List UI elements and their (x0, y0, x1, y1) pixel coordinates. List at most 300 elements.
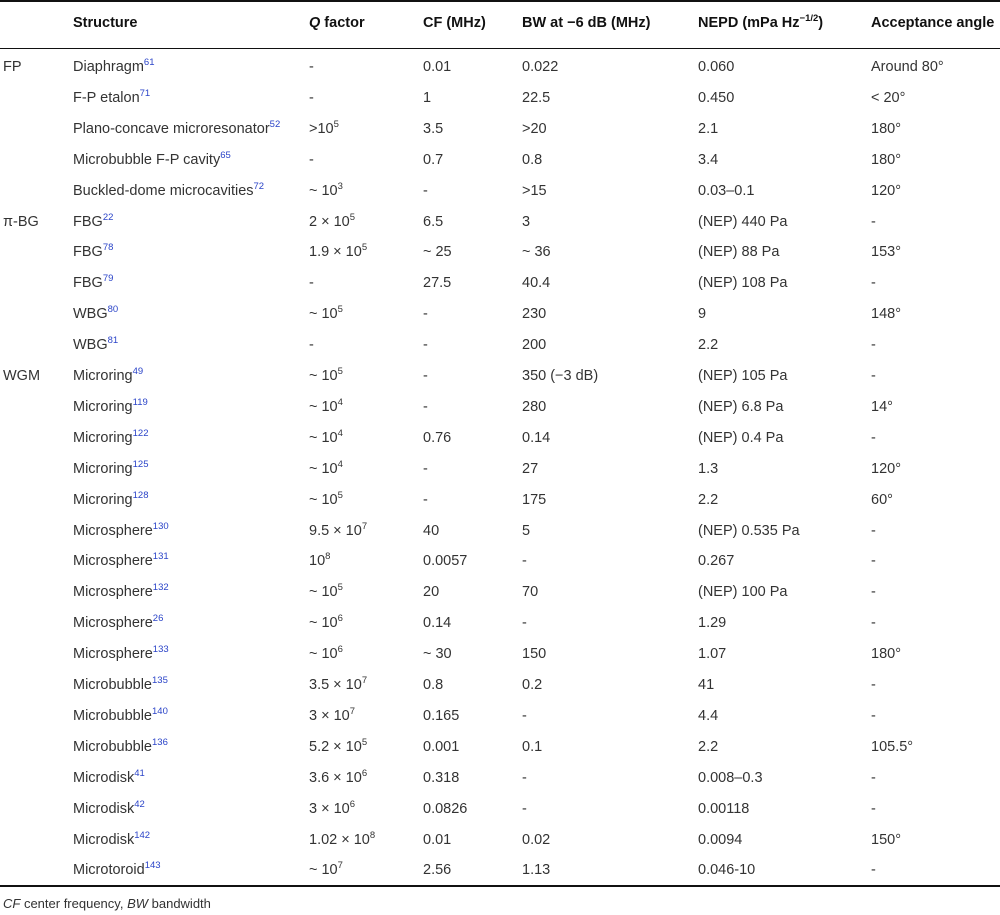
nepd-cell: 4.4 (698, 707, 719, 724)
bw-cell: 0.8 (522, 151, 543, 168)
header-nepd-exponent: −1/2 (799, 13, 819, 25)
structure-cell (73, 829, 151, 848)
structure-cell (73, 677, 168, 693)
structure-cell (73, 306, 118, 322)
q-factor-base: 3 × 10 (309, 800, 350, 817)
header-q-suffix: factor (320, 15, 365, 31)
q-factor-cell (309, 306, 343, 322)
table-row (0, 515, 1000, 546)
acceptance-angle-cell: 180° (871, 151, 901, 168)
cf-cell: 0.165 (423, 707, 460, 724)
structure-name: Microbubble (73, 738, 152, 755)
q-factor-base: - (309, 59, 314, 75)
structure-cell (73, 368, 143, 384)
bw-cell: 280 (522, 398, 547, 415)
q-factor-base: 5.2 × 10 (309, 738, 362, 755)
nepd-cell: 0.0094 (698, 831, 743, 848)
reference-link[interactable]: 125 (132, 458, 149, 470)
nepd-cell: 0.03–0.1 (698, 182, 755, 199)
structure-name: Microbubble (73, 677, 152, 693)
cf-cell: 0.14 (423, 615, 452, 632)
q-factor-exponent: 8 (369, 829, 376, 841)
cf-cell: - (423, 306, 428, 323)
q-factor-base: >10 (309, 120, 334, 137)
structure-name: Microsphere (73, 584, 153, 601)
bw-cell: 1.13 (522, 862, 551, 879)
q-factor-base: ~ 10 (309, 182, 338, 199)
reference-link[interactable]: 140 (152, 706, 168, 718)
group-label: FP (3, 59, 22, 75)
q-factor-exponent: 6 (349, 798, 356, 810)
q-factor-cell (309, 399, 343, 415)
cf-cell: ~ 30 (423, 646, 452, 663)
table-row (0, 607, 1000, 638)
bw-cell: 0.2 (522, 677, 543, 693)
q-factor-cell (309, 646, 343, 662)
q-factor-base: 3 × 10 (309, 707, 350, 724)
nepd-cell: 0.008–0.3 (698, 769, 763, 786)
structure-cell (73, 520, 169, 539)
acceptance-angle-cell: - (871, 769, 876, 786)
q-factor-cell (309, 458, 343, 477)
table-row (0, 236, 1000, 267)
table-row (0, 762, 1000, 793)
cf-cell: 0.0057 (423, 553, 468, 570)
reference-link[interactable]: 26 (152, 613, 164, 625)
structure-cell (73, 427, 149, 446)
acceptance-angle-cell: 120° (871, 460, 901, 477)
bw-cell: 230 (522, 306, 547, 323)
nepd-cell: 3.4 (698, 151, 719, 168)
reference-link[interactable]: 143 (144, 860, 161, 872)
table-row (0, 793, 1000, 824)
structure-cell (73, 118, 281, 137)
structure-name: Microring (73, 491, 133, 508)
structure-cell (73, 553, 169, 569)
bw-cell: - (522, 615, 527, 632)
nepd-cell: 41 (698, 677, 715, 693)
table-row (0, 329, 1000, 360)
q-factor-base: ~ 10 (309, 584, 338, 601)
acceptance-angle-cell: < 20° (871, 89, 906, 106)
bw-cell: 5 (522, 522, 531, 539)
q-factor-cell (309, 520, 368, 539)
table-row (0, 391, 1000, 422)
q-factor-exponent: 4 (337, 397, 343, 409)
q-factor-base: 10 (309, 553, 326, 570)
nepd-cell: 2.2 (698, 491, 719, 508)
acceptance-angle-cell: - (871, 553, 876, 570)
nepd-cell: 1.07 (698, 646, 727, 663)
q-factor-cell (309, 368, 343, 384)
reference-link[interactable]: 131 (152, 551, 169, 563)
footnote-bw-abbr: BW (127, 896, 149, 911)
structure-name: WBG (73, 337, 108, 354)
reference-link[interactable]: 71 (139, 88, 151, 100)
bw-cell: - (522, 707, 527, 724)
acceptance-angle-cell: 105.5° (871, 738, 914, 755)
bw-cell: - (522, 769, 527, 786)
bw-cell: 175 (522, 491, 547, 508)
reference-link[interactable]: 42 (134, 798, 145, 810)
q-factor-cell (309, 829, 376, 848)
q-factor-cell (309, 736, 368, 755)
q-factor-base: ~ 10 (309, 491, 338, 508)
bw-cell: ~ 36 (522, 244, 551, 261)
q-factor-cell (309, 862, 343, 878)
cf-cell: 0.001 (423, 738, 460, 755)
q-factor-exponent: 7 (337, 860, 343, 872)
header-q-factor (309, 15, 365, 31)
q-factor-exponent: 8 (325, 551, 331, 563)
q-factor-base: 9.5 × 10 (309, 522, 362, 539)
reference-link[interactable]: 133 (152, 644, 169, 656)
nepd-cell: 9 (698, 306, 707, 323)
structure-cell (73, 211, 114, 230)
acceptance-angle-cell: 14° (871, 398, 893, 415)
cf-cell: 0.7 (423, 151, 444, 168)
table-row (0, 484, 1000, 515)
q-factor-base: ~ 10 (309, 460, 338, 477)
structure-name: FBG (73, 244, 103, 261)
reference-link[interactable]: 79 (102, 273, 114, 285)
structure-name: Microring (73, 398, 133, 415)
q-factor-base: ~ 10 (309, 646, 338, 663)
structure-name: Plano-concave microresonator (73, 120, 270, 137)
acceptance-angle-cell: Around 80° (871, 59, 944, 75)
table-row (0, 51, 1000, 82)
acceptance-angle-cell: 150° (871, 831, 901, 848)
table-row (0, 82, 1000, 113)
nepd-cell: (NEP) 100 Pa (698, 584, 788, 601)
bw-cell: 70 (522, 584, 539, 601)
cf-cell: 0.76 (423, 429, 452, 446)
structure-name: Microring (73, 368, 133, 384)
structure-name: Buckled-dome microcavities (73, 182, 254, 199)
q-factor-exponent: 5 (337, 582, 343, 594)
header-structure: Structure (73, 15, 138, 31)
nepd-cell: (NEP) 6.8 Pa (698, 398, 784, 415)
structure-cell (73, 399, 148, 415)
nepd-cell: 1.29 (698, 615, 727, 632)
acceptance-angle-cell: - (871, 337, 876, 354)
table-row (0, 360, 1000, 391)
structure-name: FBG (73, 275, 103, 292)
reference-link[interactable]: 142 (134, 829, 151, 841)
bw-cell: - (522, 553, 527, 570)
acceptance-angle-cell: - (871, 429, 876, 446)
table-row (0, 267, 1000, 298)
reference-link[interactable]: 122 (132, 427, 149, 439)
structure-cell (73, 244, 113, 260)
q-factor-exponent: 5 (361, 242, 368, 254)
reference-link[interactable]: 81 (107, 335, 119, 347)
q-factor-exponent: 6 (337, 644, 343, 656)
header-nepd-close: ) (818, 15, 824, 31)
acceptance-angle-cell: - (871, 615, 876, 632)
header-cf: CF (MHz) (423, 15, 486, 31)
q-factor-cell (309, 584, 343, 600)
cf-cell: 20 (423, 584, 440, 601)
cf-cell: 27.5 (423, 275, 452, 292)
acceptance-angle-cell: - (871, 368, 876, 384)
nepd-cell: (NEP) 0.535 Pa (698, 522, 800, 539)
q-factor-cell (309, 337, 314, 353)
table-row (0, 854, 1000, 885)
structure-cell (73, 180, 265, 199)
structure-name: Microbubble (73, 707, 152, 724)
reference-link[interactable]: 41 (134, 767, 145, 779)
acceptance-angle-cell: 180° (871, 120, 901, 137)
table-row (0, 298, 1000, 329)
q-factor-cell (309, 553, 330, 569)
reference-link[interactable]: 52 (269, 118, 281, 130)
reference-link[interactable]: 130 (152, 520, 169, 532)
bw-cell: 0.1 (522, 738, 543, 755)
table-row (0, 824, 1000, 855)
structure-name: Microsphere (73, 522, 153, 539)
structure-name: Microbubble F-P cavity (73, 151, 221, 168)
structure-cell (73, 798, 145, 817)
structure-cell (73, 489, 149, 508)
table-row (0, 638, 1000, 669)
q-factor-cell (309, 677, 367, 693)
header-nepd-base: NEPD (mPa Hz (698, 15, 800, 31)
q-factor-cell (309, 90, 314, 106)
reference-link[interactable]: 135 (152, 675, 168, 687)
cf-cell: 0.8 (423, 677, 444, 693)
cf-cell: 0.0826 (423, 800, 468, 817)
reference-link[interactable]: 132 (152, 582, 169, 594)
q-factor-base: 3.6 × 10 (309, 769, 362, 786)
bw-cell: 350 (−3 dB) (522, 368, 599, 384)
structure-name: Microdisk (73, 800, 135, 817)
q-factor-cell (309, 59, 314, 75)
structure-cell (73, 458, 149, 477)
bw-cell: 3 (522, 213, 531, 230)
table-row (0, 453, 1000, 484)
structure-name: Microsphere (73, 646, 153, 663)
reference-link[interactable]: 80 (107, 304, 119, 316)
bw-cell: 200 (522, 337, 547, 354)
acceptance-angle-cell: - (871, 275, 876, 292)
reference-link[interactable]: 22 (102, 211, 114, 223)
structure-cell (73, 767, 145, 786)
table-row (0, 669, 1000, 700)
q-factor-cell (309, 275, 314, 291)
acceptance-angle-cell: 60° (871, 491, 893, 508)
table-row (0, 545, 1000, 576)
q-factor-base: 2 × 10 (309, 213, 350, 230)
q-factor-cell (309, 152, 314, 168)
q-factor-base: - (309, 151, 314, 168)
structure-cell (73, 59, 155, 75)
table-row (0, 113, 1000, 144)
bw-cell: 27 (522, 460, 539, 477)
acceptance-angle-cell: - (871, 522, 876, 539)
acceptance-angle-cell: - (871, 800, 876, 817)
cf-cell: ~ 25 (423, 244, 452, 261)
q-factor-base: - (309, 337, 314, 354)
structure-name: Microdisk (73, 769, 135, 786)
structure-name: Microtoroid (73, 862, 145, 879)
cf-cell: 1 (423, 89, 432, 106)
bw-cell: 150 (522, 646, 547, 663)
table-row (0, 700, 1000, 731)
bw-cell: 22.5 (522, 89, 551, 106)
nepd-cell: 0.060 (698, 59, 735, 75)
acceptance-angle-cell: - (871, 862, 876, 879)
q-factor-base: ~ 10 (309, 368, 338, 384)
bw-cell: 0.14 (522, 429, 551, 446)
nepd-cell: 0.046-10 (698, 862, 756, 879)
q-factor-base: 1.02 × 10 (309, 831, 370, 848)
reference-link[interactable]: 128 (132, 489, 149, 501)
reference-link[interactable]: 72 (253, 180, 265, 192)
q-factor-cell (309, 211, 356, 230)
nepd-cell: 2.1 (698, 120, 719, 137)
q-factor-base: ~ 10 (309, 615, 338, 632)
cf-cell: 40 (423, 522, 440, 539)
q-factor-exponent: 5 (337, 489, 343, 501)
q-factor-exponent: 4 (337, 458, 343, 470)
q-factor-base: ~ 10 (309, 429, 338, 446)
table-footnote (3, 896, 211, 911)
nepd-cell: 0.267 (698, 553, 735, 570)
q-factor-exponent: 5 (337, 304, 343, 316)
reference-link[interactable]: 61 (143, 57, 155, 69)
header-acceptance-angle: Acceptance angle (871, 15, 995, 31)
table-header-row (0, 0, 1000, 48)
table-row (0, 175, 1000, 206)
q-factor-exponent: 3 (337, 180, 343, 192)
reference-link[interactable]: 119 (132, 397, 148, 409)
table-row (0, 206, 1000, 237)
cf-cell: - (423, 337, 428, 354)
structure-name: Microsphere (73, 615, 153, 632)
bw-cell: 40.4 (522, 275, 551, 292)
q-factor-cell (309, 427, 343, 446)
q-factor-base: ~ 10 (309, 306, 338, 323)
cf-cell: 3.5 (423, 120, 444, 137)
structure-cell (73, 615, 163, 631)
reference-link[interactable]: 136 (152, 736, 168, 748)
q-factor-cell (309, 615, 343, 631)
q-factor-exponent: 6 (337, 613, 343, 625)
q-factor-exponent: 5 (337, 366, 343, 378)
q-factor-base: ~ 10 (309, 862, 338, 879)
acceptance-angle-cell: - (871, 677, 876, 693)
table-row (0, 731, 1000, 762)
footnote-cf-text: center frequency, (20, 896, 128, 911)
nepd-cell: 0.450 (698, 89, 735, 106)
reference-link[interactable]: 78 (102, 242, 114, 254)
cf-cell: - (423, 460, 428, 477)
structure-name: FBG (73, 213, 103, 230)
cf-cell: 6.5 (423, 213, 444, 230)
q-factor-cell (309, 489, 343, 508)
bw-cell: - (522, 800, 527, 817)
nepd-cell: (NEP) 88 Pa (698, 244, 780, 261)
q-factor-cell (309, 180, 343, 199)
table-header-rule (0, 48, 1000, 49)
nepd-cell: (NEP) 105 Pa (698, 368, 788, 384)
nepd-cell: (NEP) 0.4 Pa (698, 429, 784, 446)
structure-name: Microsphere (73, 553, 153, 570)
structure-cell (73, 90, 150, 106)
q-factor-exponent: 5 (349, 211, 356, 223)
acceptance-angle-cell: 180° (871, 646, 901, 663)
q-factor-exponent: 7 (361, 520, 368, 532)
q-factor-base: 3.5 × 10 (309, 677, 362, 693)
nepd-cell: (NEP) 440 Pa (698, 213, 788, 230)
group-label: π-BG (3, 213, 39, 230)
bw-cell: >15 (522, 182, 547, 199)
nepd-cell: 1.3 (698, 460, 719, 477)
table-bottom-rule (0, 885, 1000, 887)
acceptance-angle-cell: 153° (871, 244, 901, 261)
bw-cell: >20 (522, 120, 547, 137)
table-row (0, 576, 1000, 607)
q-factor-base: ~ 10 (309, 398, 338, 415)
structure-cell (73, 337, 118, 353)
reference-link[interactable]: 49 (132, 366, 144, 378)
bw-cell: 0.02 (522, 831, 551, 848)
acceptance-angle-cell: 120° (871, 182, 901, 199)
q-factor-exponent: 6 (361, 767, 368, 779)
q-factor-base: - (309, 89, 314, 106)
q-factor-cell (309, 708, 355, 724)
bw-cell: 0.022 (522, 59, 559, 75)
nepd-cell: 2.2 (698, 738, 719, 755)
table-row (0, 144, 1000, 175)
q-factor-cell (309, 767, 368, 786)
header-q-symbol: Q (309, 15, 321, 31)
group-label: WGM (3, 368, 41, 384)
q-factor-base: 1.9 × 10 (309, 244, 362, 261)
structure-cell (73, 584, 169, 600)
acceptance-angle-cell: - (871, 213, 876, 230)
nepd-cell: 2.2 (698, 337, 719, 354)
q-factor-cell (309, 798, 356, 817)
q-factor-exponent: 7 (349, 706, 356, 718)
structure-cell (73, 862, 161, 878)
cf-cell: - (423, 368, 428, 384)
structure-cell (73, 275, 113, 291)
cf-cell: 2.56 (423, 862, 452, 879)
footnote-cf-abbr: CF (3, 896, 21, 911)
cf-cell: 0.01 (423, 831, 452, 848)
table-row (0, 422, 1000, 453)
structure-name: Microring (73, 429, 133, 446)
cf-cell: 0.318 (423, 769, 460, 786)
cf-cell: - (423, 182, 428, 199)
structure-name: F-P etalon (73, 89, 140, 106)
cf-cell: - (423, 491, 428, 508)
structure-name: Microdisk (73, 831, 135, 848)
q-factor-exponent: 7 (361, 675, 368, 687)
nepd-cell: (NEP) 108 Pa (698, 275, 788, 292)
reference-link[interactable]: 65 (220, 149, 231, 161)
header-bw: BW at −6 dB (MHz) (522, 15, 651, 31)
structure-cell (73, 736, 168, 755)
structure-name: Microring (73, 460, 133, 477)
header-nepd (698, 15, 823, 31)
acceptance-angle-cell: 148° (871, 306, 901, 323)
cf-cell: 0.01 (423, 59, 452, 75)
footnote-bw-text: bandwidth (148, 896, 211, 911)
structure-cell (73, 708, 168, 724)
